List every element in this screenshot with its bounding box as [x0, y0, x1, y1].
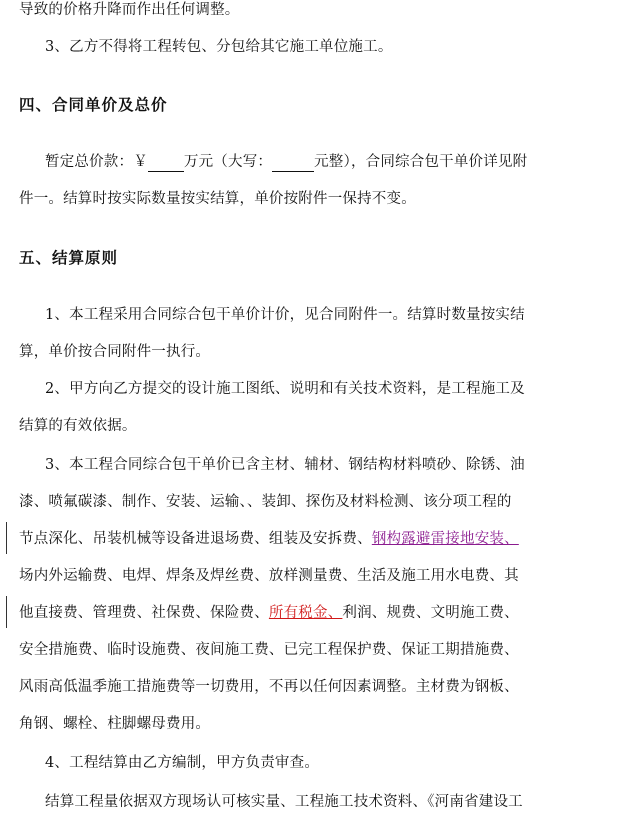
clause-3-line: 3、本工程合同综合包干单价已含主材、辅材、钢结构材料喷砂、除锈、油	[45, 457, 525, 473]
total-price-line	[45, 152, 527, 172]
text-line: 件一。结算时按实际数量按实结算，单价按附件一保持不变。	[19, 191, 416, 207]
text-line: 风雨高低温季施工措施费等一切费用，不再以任何因素调整。主材费为钢板、	[19, 679, 519, 695]
amount-in-words-blank-field	[272, 157, 314, 172]
amount-blank-field	[148, 157, 184, 172]
total-price-label: 暂定总价款：￥	[45, 154, 148, 170]
section-heading-5: 五、结算原则	[19, 248, 119, 267]
text-segment: 他直接费、管理费、社保费、保险费、	[19, 605, 269, 621]
text-segment: 节点深化、吊装机械等设备进退场费、组装及安拆费、	[19, 531, 372, 547]
text-line	[19, 603, 519, 623]
highlighted-revision-text: 钢构露避雷接地安装、	[371, 531, 519, 547]
text-segment: 利润、规费、文明施工费、	[342, 605, 519, 621]
text-line: 场内外运输费、电焊、焊条及焊丝费、放样测量费、生活及施工用水电费、其	[19, 568, 519, 584]
text-line: 漆、喷氟碳漆、制作、安装、运输、、装卸、探伤及材料检测、该分项工程的	[19, 494, 512, 510]
revision-bar	[6, 522, 7, 554]
clause-4-line: 4、工程结算由乙方编制，甲方负责审查。	[45, 755, 320, 771]
revision-bar	[6, 596, 7, 628]
clause-2-line: 2、甲方向乙方提交的设计施工图纸、说明和有关技术资料，是工程施工及	[45, 381, 525, 397]
clause-3-no-subcontract: 3、乙方不得将工程转包、分包给其它施工单位施工。	[45, 39, 393, 55]
text-line: 角钢、螺栓、柱脚螺母费用。	[19, 716, 211, 732]
text-line: 安全措施费、临时设施费、夜间施工费、已完工程保护费、保证工期措施费、	[19, 642, 519, 658]
text-line	[19, 529, 519, 549]
text-line: 结算工程量依据双方现场认可核实量、工程施工技术资料、《河南省建设工	[45, 794, 523, 810]
total-price-suffix: 元整），合同综合包干单价详见附	[314, 154, 528, 170]
text-line: 结算的有效依据。	[19, 418, 137, 434]
section-heading-4: 四、合同单价及总价	[19, 95, 168, 114]
clause-1-line: 1、本工程采用合同综合包干单价计价，见合同附件一。结算时数量按实结	[45, 307, 525, 323]
text-line: 导致的价格升降而作出任何调整。	[19, 2, 240, 18]
highlighted-revision-text: 所有税金、	[268, 605, 343, 621]
text-line: 算，单价按合同附件一执行。	[19, 344, 211, 360]
unit-label: 万元（大写：	[183, 154, 273, 170]
